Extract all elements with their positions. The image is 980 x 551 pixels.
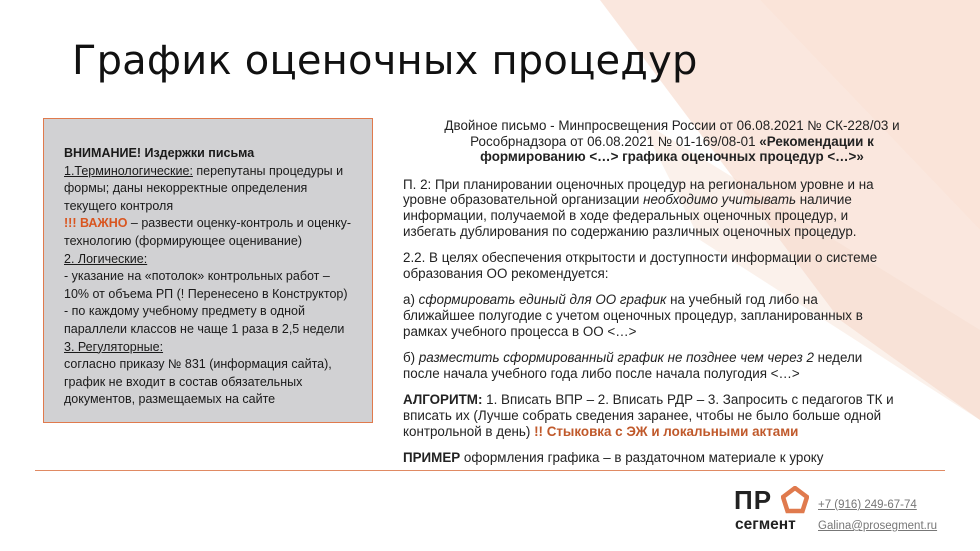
notice-reg-2: график не входит в состав обязательных	[64, 374, 303, 389]
alg-l1-text: 1. Вписать ВПР – 2. Вписать РДР – 3. Запросить с педагогов ТК и	[482, 392, 894, 408]
notice-important-cont: технологию (формирующее оценивание)	[64, 233, 303, 248]
logo-bottom-text: сегмент	[735, 516, 796, 533]
letter-header-l2	[403, 134, 941, 150]
notice-logic-1a: - указание на «потолок» контрольных работ –	[64, 269, 330, 284]
example-label: ПРИМЕР	[403, 450, 461, 466]
notice-term-cont1: формы; даны некорректные определения	[64, 181, 308, 196]
a-l1	[403, 292, 941, 308]
page-title: График оценочных процедур	[72, 38, 698, 84]
p22-l2: образования ОО рекомендуется:	[403, 265, 609, 281]
alg-l3b: !! Стыковка с ЭЖ и локальными актами	[534, 423, 799, 439]
prosegment-logo	[734, 485, 824, 535]
phone-link[interactable]: +7 (916) 249-67-74	[818, 499, 917, 511]
b-l1a: б)	[403, 350, 419, 366]
p2-l2	[403, 192, 941, 208]
letter-header-l2b: «Рекомендации к	[759, 133, 874, 149]
notice-term-label: 1.Терминологические:	[64, 163, 193, 178]
letter-header-l3: формированию <…> графика оценочных процедур <…>»	[480, 149, 864, 165]
notice-logic-2a: - по каждому учебному предмету в одной	[64, 304, 305, 319]
notice-important-text: – развести оценку-контроль и оценку-	[127, 216, 351, 231]
paragraph-p22	[403, 250, 941, 281]
alg-l2: вписать их (Лучше собрать сведения заранее, чтобы не было больше одной	[403, 407, 882, 423]
notice-logic-1b: 10% от объема РП (! Перенесено в Конструктор)	[64, 286, 348, 301]
notice-heading: ВНИМАНИЕ! Издержки письма	[64, 146, 255, 160]
a-l1c: на учебный год либо на	[666, 292, 818, 308]
b-l1b: разместить сформированный график не позднее чем через 2	[418, 350, 814, 366]
p2-l2a: уровне образовательной организации	[403, 192, 644, 208]
paragraph-algorithm	[403, 392, 941, 439]
notice-reg-1: согласно приказу № 831 (информация сайта),	[64, 357, 332, 372]
p2-l3: информации, получаемой в ходе федеральных оценочных процедур, и	[403, 207, 849, 223]
p2-l1: П. 2: При планировании оценочных процедур на региональном уровне и на	[403, 176, 874, 192]
paragraph-p2	[403, 177, 941, 239]
letter-header-l1: Двойное письмо - Минпросвещения России от 06.08.2021 № СК-228/03 и	[444, 118, 900, 133]
alg-label: АЛГОРИТМ:	[403, 392, 483, 408]
letter-header-l2a: Рособрнадзора от 06.08.2021 № 01-169/08-01	[470, 133, 760, 149]
notice-reg-label: 3. Регуляторные:	[64, 339, 164, 354]
logo-top-text: ПР	[734, 485, 773, 515]
contacts	[818, 495, 937, 537]
notice-important-line	[64, 215, 364, 233]
a-l1b: сформировать единый для ОО график	[418, 292, 667, 308]
example-line	[403, 450, 941, 466]
p2-l2c: наличие	[796, 192, 852, 208]
a-l1a: а)	[403, 292, 419, 308]
b-l1	[403, 350, 941, 366]
paragraph-a	[403, 292, 941, 339]
p22-l1: 2.2. В целях обеспечения открытости и доступности информации о системе	[403, 250, 878, 266]
notice-logic-label: 2. Логические:	[64, 251, 148, 266]
notice-term-text: перепутаны процедуры и	[192, 163, 344, 178]
letter-content	[403, 118, 941, 477]
notice-term-cont2: текущего контроля	[64, 198, 174, 213]
notice-logic-2b: параллели классов не чаще 1 раза в 2,5 недели	[64, 321, 345, 336]
notice-term-line	[64, 163, 364, 181]
notice-reg-3: документов, размещаемых на сайте	[64, 392, 276, 407]
alg-l3	[403, 424, 941, 440]
letter-header	[403, 118, 941, 165]
a-l2: ближайшее полугодие с учетом оценочных процедур, запланированных в	[403, 307, 863, 323]
a-l3: рамках учебного процесса в ОО <…>	[403, 323, 637, 339]
b-l2: после начала учебного года либо после начала полугодия <…>	[403, 365, 800, 381]
p2-l2b: необходимо учитывать	[643, 192, 797, 208]
email-link[interactable]: Galina@prosegment.ru	[818, 520, 938, 532]
example-text: оформления графика – в раздаточном материале к уроку	[460, 450, 824, 466]
p2-l4: избегать дублирования по содержанию различных оценочных процедур.	[403, 223, 857, 239]
notice-box	[43, 118, 373, 423]
alg-l3a: контрольной в день)	[403, 423, 535, 439]
b-l1c: недели	[813, 350, 863, 366]
paragraph-b	[403, 350, 941, 381]
notice-important-label: !!! ВАЖНО	[64, 216, 128, 231]
alg-l1	[403, 392, 941, 408]
paragraph-example	[403, 450, 941, 466]
footer-divider	[35, 470, 945, 471]
pentagon-icon	[781, 486, 809, 514]
